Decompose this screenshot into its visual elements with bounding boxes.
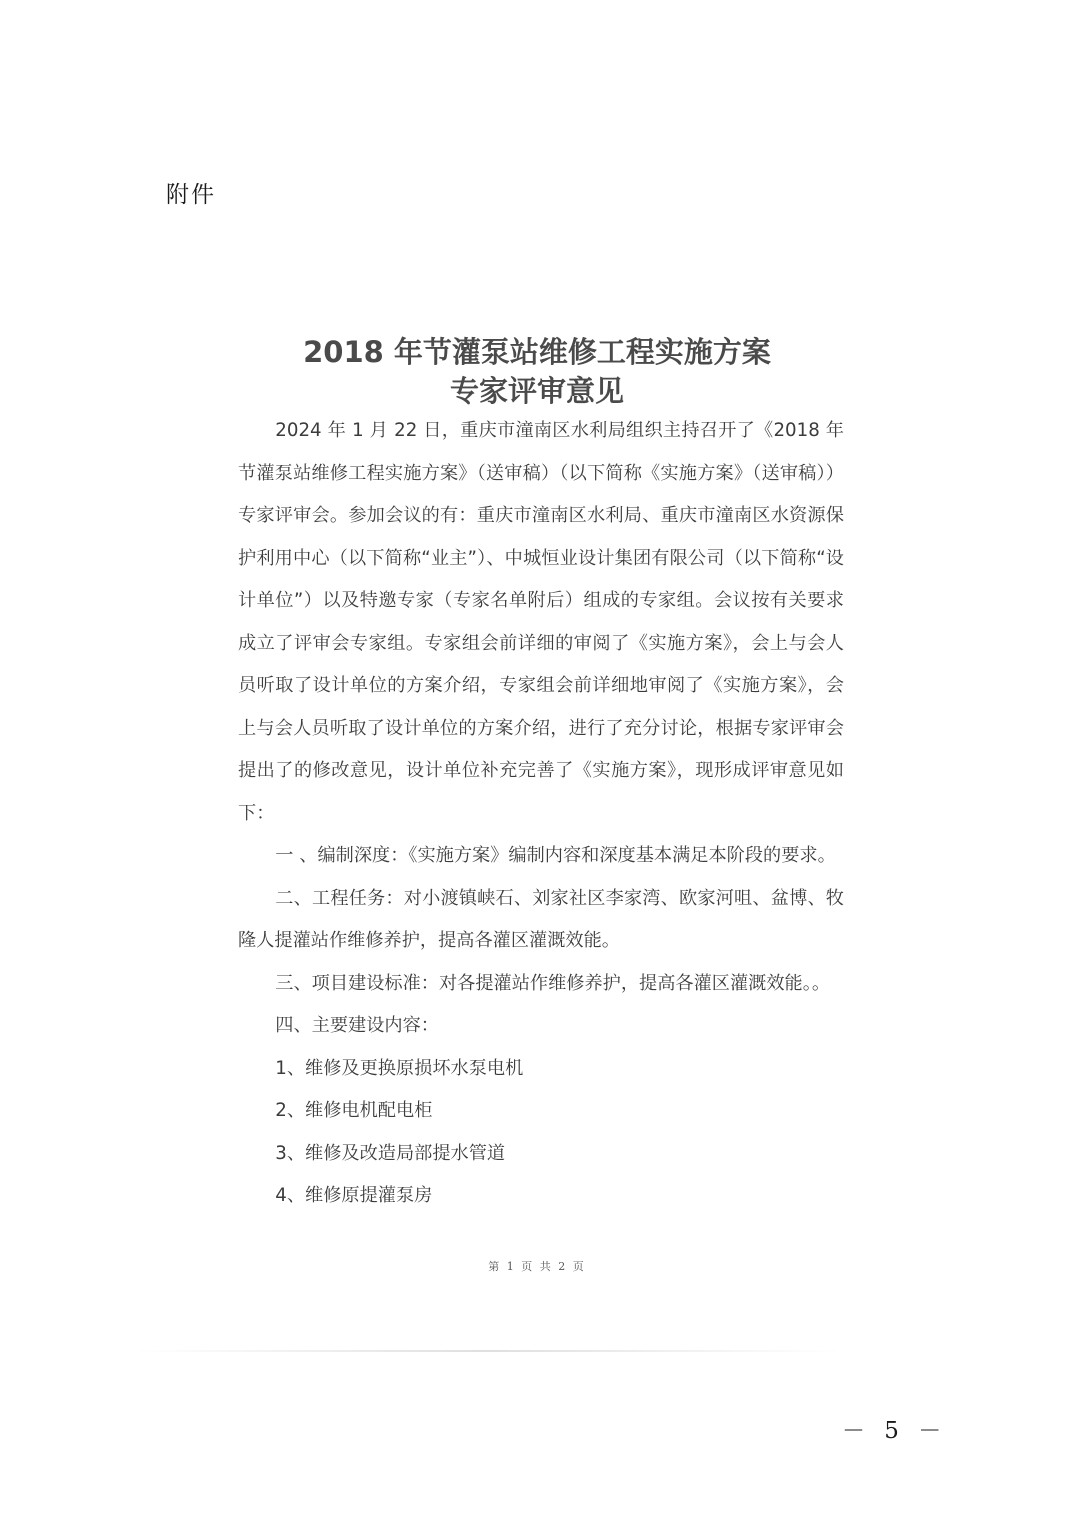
page-number: － 5 － (842, 1418, 948, 1444)
document-body (238, 410, 844, 1218)
opinion-compilation-depth: 一 、编制深度：《实施方案》编制内容和深度基本满足本阶段的要求。 (275, 845, 836, 866)
content-item: 4、维修原提灌泵房 (275, 1185, 433, 1206)
opinion-main-contents-heading: 四、主要建设内容： (275, 1015, 439, 1036)
intro-paragraph: 2024 年 1 月 22 日，重庆市潼南区水利局组织主持召开了《2018 年节灌泵站维修工程实施方案》（送审稿）（以下简称《实施方案》（送审稿））专家评审会。参加会议的有：重庆市潼南区水利局、重庆市潼南区水资源保护利用中心（以下简称“业主”）、中城恒业设计集团有限公司（以下简称“设计单位”）以及特邀专家（专家名单附后）组成的专家组。会议按有关要求成立了评审会专家组。专家组会前详细的审阅了《实施方案》，会上与会人员听取了设计单位的方案介绍，专家组会前详细地审阅了《实施方案》，会上与会人员听取了设计单位的方案介绍，进行了充分讨论，根据专家评审会提出了的修改意见，设计单位补充完善了《实施方案》，现形成评审意见如下： (238, 420, 844, 824)
scan-edge-divider (135, 1350, 840, 1352)
page-footer: 第 1 页 共 2 页 (488, 1260, 586, 1273)
document-title-line-2: 专家评审意见 (449, 374, 624, 408)
content-item: 3、维修及改造局部提水管道 (275, 1142, 506, 1164)
document-title-line-1: 2018 年节灌泵站维修工程实施方案 (303, 335, 771, 369)
content-item: 1、维修及更换原损坏水泵电机 (275, 1057, 524, 1079)
attachment-label: 附件 (166, 182, 216, 208)
opinion-engineering-task: 二、工程任务：对小渡镇峡石、刘家社区李家湾、欧家河咀、盆博、牧隆人提灌站作维修养护，提高各灌区灌溉效能。 (238, 887, 844, 951)
content-item: 2、维修电机配电柜 (275, 1100, 433, 1121)
opinion-construction-standard: 三、项目建设标准：对各提灌站作维修养护，提高各灌区灌溉效能。。 (275, 972, 831, 994)
